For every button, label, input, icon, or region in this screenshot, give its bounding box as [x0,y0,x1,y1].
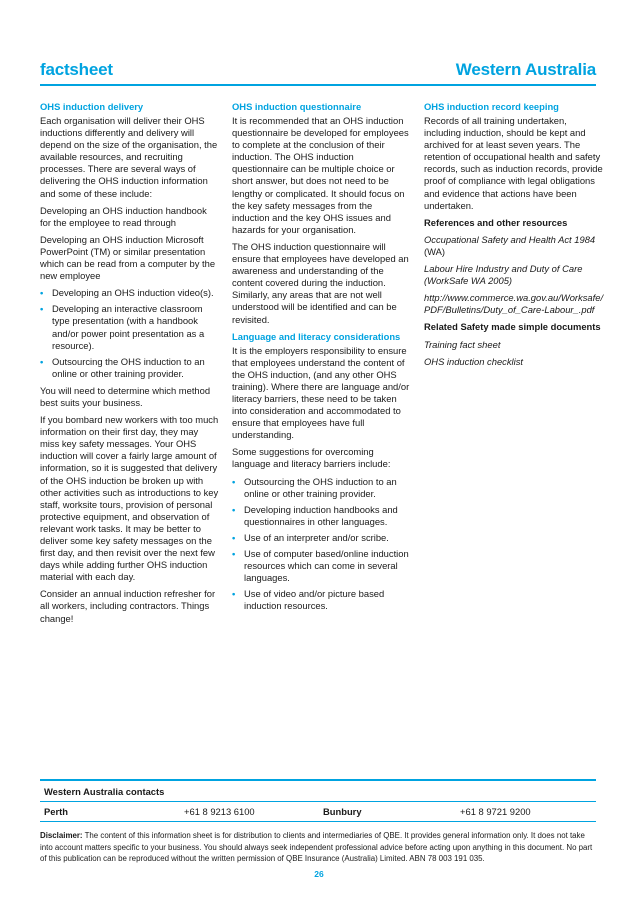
contact-city-bunbury: Bunbury [323,806,362,817]
section-heading: OHS induction delivery [40,101,144,112]
bullet-icon: • [232,503,236,515]
related-doc-item: OHS induction checklist [424,355,524,367]
list-item: • Developing induction handbooks and questionnaires in other languages. [232,503,398,527]
bullet-icon: • [40,287,44,299]
disclaimer [40,830,596,865]
bullet-icon: • [40,303,44,315]
paragraph: Consider an annual induction refresher for all workers, including contractors. Things change! [40,588,216,624]
paragraph: Some suggestions for overcoming language and literacy barriers include: [232,446,391,470]
related-doc-item: Training fact sheet [424,338,501,350]
paragraph: Developing an OHS induction Microsoft PowerPoint (TM) or similar presentation which can be read from a computer by the new employee [40,233,216,282]
references-heading: References and other resources [424,216,568,228]
list-item: • Developing an interactive classroom type presentation (with a handbook and/or power point presentation as a resource). [40,303,205,351]
reference-item: Occupational Safety and Health Act 1984 (WA) [424,233,596,257]
paragraph: If you bombard new workers with too much information on their first day, they may miss key safety messages. Your OHS induction will cover a fairly large amount of information, so it is suggested that delivery of the OHS induction be broken up with other activities such as introductions to key staff, worksite tours, provision of personal protective equipment, and observation of relevant work tasks. It may be better to deliver some key safety messages on the first day, and then revisit over the next few days while adding further OHS induction material with each day. [40,414,219,583]
disclaimer-text: The content of this information sheet is for distribution to clients and intermediaries of QBE. It provides general information only. It does not take into account matters specific to your business. You should always seek independent professional advice before acting upon anything in this document. No part of this publication can be reproduced without the written permission of QBE Insurance (Australia) Limited. ABN 78 003 191 035. [40,831,593,863]
contact-phone-bunbury: +61 8 9721 9200 [460,806,531,817]
paragraph: The OHS induction questionnaire will ensure that employees have developed an awareness and understanding of the content covered during the induction. Similarly, any areas that are not well understood will be identified and can be revisited. [232,240,409,325]
list-item: • Use of video and/or picture based induction resources. [232,588,385,612]
bullet-icon: • [232,588,236,600]
section-heading: OHS induction record keeping [424,101,559,112]
reference-item: Labour Hire Industry and Duty of Care (WorkSafe WA 2005) [424,263,583,287]
list-item: • Developing an OHS induction video(s). [40,287,214,299]
bullet-icon: • [232,475,236,487]
bullet-list [232,476,412,613]
list-item: • Use of an interpreter and/or scribe. [232,531,389,543]
bullet-icon: • [40,355,44,367]
related-docs-heading: Related Safety made simple documents [424,321,601,333]
bullet-list [40,287,220,380]
contact-phone-perth: +61 8 9213 6100 [184,806,255,817]
page-number: 26 [314,869,324,879]
paragraph: Each organisation will deliver their OHS inductions differently and delivery will depend on the size of the organisation, the available resources, and recruiting processes. There are several ways of delivering the OHS induction information and some of these include: [40,115,218,199]
bullet-icon: • [232,531,236,543]
column-questionnaire [232,101,412,617]
contact-city-perth: Perth [44,806,68,817]
contacts-title: Western Australia contacts [40,779,596,801]
region-label: Western Australia [455,60,596,79]
disclaimer-label: Disclaimer: [40,831,83,840]
contacts-table [40,779,596,822]
paragraph: Records of all training undertaken, including induction, should be kept and archived for at least seven years. The retention of occupational health and safety records, such as induction records, provide proof of compliance with legal obligations and evidence that actions have been undertaken. [424,115,603,211]
paragraph: It is recommended that an OHS induction questionnaire be developed for employees to complete at the conclusion of their induction. The OHS induction questionnaire can be multiple choice or short answer, but does not need to be lengthy or complicated. It should focus on the key safety messages from the induction and the key OHS issues and hazards for your organisation. [232,115,409,235]
reference-link[interactable]: http://www.commerce.wa.gov.au/Worksafe/PDF/Bulletins/Duty_of_Care-Labour_.pdf [424,292,604,316]
bullet-icon: • [232,548,236,559]
list-item: • Use of computer based/online induction resources which can come in several languages. [232,548,409,584]
contacts-row [40,801,596,822]
page-header [40,58,596,86]
section-heading: Language and literacy considerations [232,330,401,342]
column-record-keeping [424,101,604,373]
section-heading: OHS induction questionnaire [232,101,362,112]
column-induction-delivery [40,101,220,630]
paragraph: It is the employers responsibility to ensure that employees understand the content of the OHS induction, (and any other OHS training). Where there are language and/or literacy barriers, these need to be taken into consideration and accommodated to ensure that employees have full understanding. [232,344,410,441]
list-item: • Outsourcing the OHS induction to an online or other training provider. [232,475,397,499]
paragraph: You will need to determine which method best suits your business. [40,384,211,408]
factsheet-label: factsheet [40,60,113,79]
list-item: • Outsourcing the OHS induction to an online or other training provider. [40,355,205,379]
paragraph: Developing an OHS induction handbook for the employee to read through [40,204,207,228]
